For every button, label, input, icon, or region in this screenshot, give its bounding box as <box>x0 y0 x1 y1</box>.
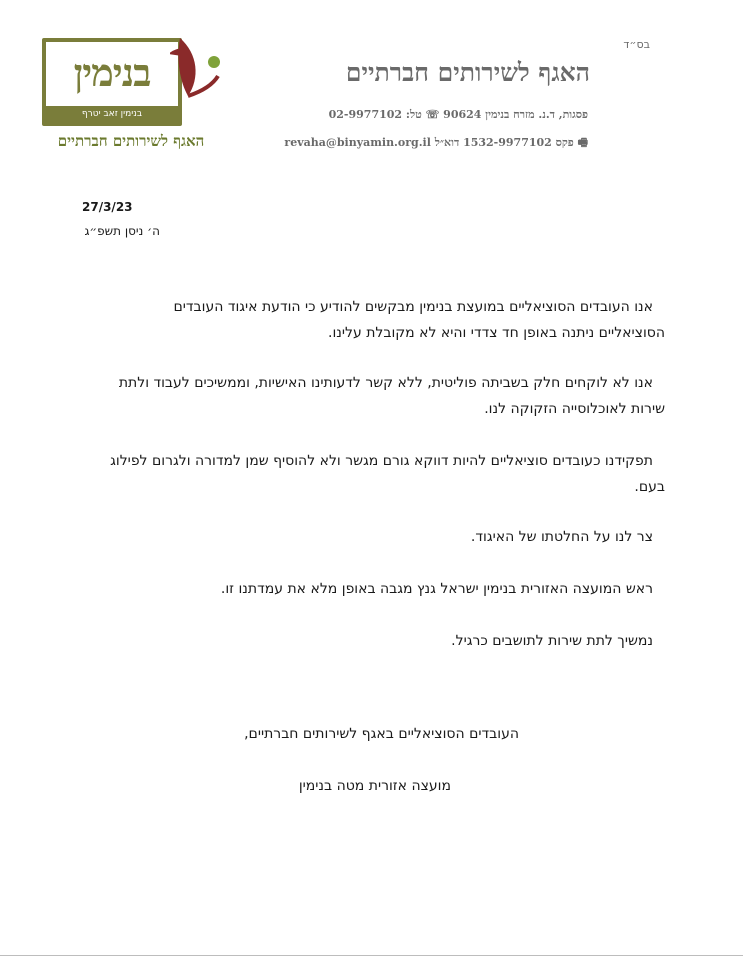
bsd-mark: בס״ד <box>623 38 650 51</box>
paragraph-5: ראש המועצה האזורית בנימין ישראל גנץ מגבה באופן מלא את עמדתנו זו. <box>220 581 653 597</box>
org-title: האגף לשירותים חברתיים <box>345 58 590 87</box>
contact-line: 🖷 פקס 1532-9977102 דוא״ל revaha@binyamin.org.il <box>284 136 588 149</box>
logo-tagline: בנימין זאב יטרף <box>44 106 180 122</box>
logo-name: בנימין <box>73 50 151 95</box>
hebrew-date: ה׳ ניסן תשפ״ג <box>84 224 160 238</box>
paragraph-1: אנו העובדים הסוציאליים במועצת בנימין מבקשים להודיע כי הודעת איגוד העובדים הסוציאליים ניתנה באופן חד צדדי והיא לא מקובלת עלינו. <box>173 299 665 341</box>
paragraph-4: צר לנו על החלטתו של האיגוד. <box>470 529 653 545</box>
leaf-wolf-icon <box>170 34 224 114</box>
signature-line-2: מועצה אזורית מטה בנימין <box>298 778 451 794</box>
address-line: פסגות, ד.נ. מזרח בנימין 90624 ☏ טל: 02-9977102 <box>328 108 588 121</box>
binyamin-logo <box>38 34 224 152</box>
paragraph-2: אנו לא לוקחים חלק בשביתה פוליטית, ללא קשר לדעותינו האישיות, וממשיכים לעבוד ולתת שירות לאוכלוסייה הזקוקה לנו. <box>118 375 665 417</box>
footer-divider <box>0 955 743 956</box>
logo-department: האגף לשירותים חברתיים <box>57 132 205 150</box>
gregorian-date: 27/3/23 <box>82 200 133 214</box>
paragraph-6: נמשיך לתת שירות לתושבים כרגיל. <box>451 633 653 649</box>
signature-line-1: העובדים הסוציאליים באגף לשירותים חברתיים, <box>244 726 519 742</box>
paragraph-3: תפקידנו כעובדים סוציאליים להיות דווקא גורם מגשר ולא להוסיף שמן למדורה ולגרום לפילוג בעם. <box>110 453 665 495</box>
